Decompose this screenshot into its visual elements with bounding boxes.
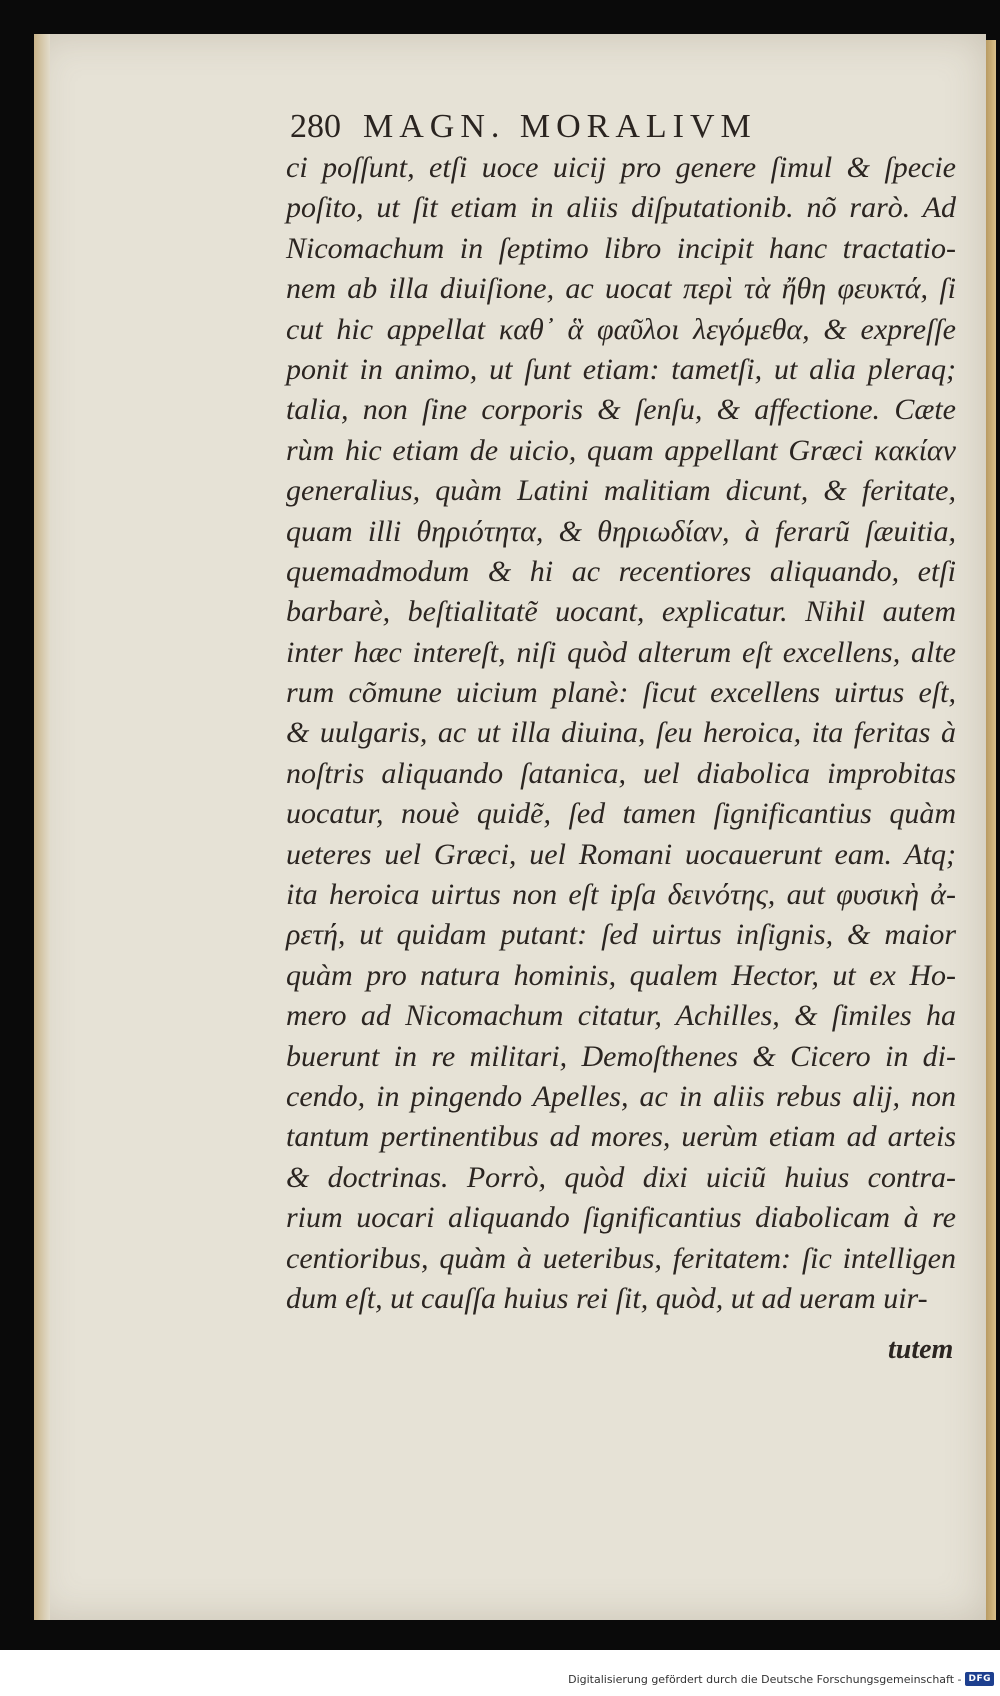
- text-line: buerunt in re militari, Demoſthenes & Cicero in di-: [286, 1039, 956, 1073]
- text-line: tantum pertinentibus ad mores, uerùm etiam ad arteis: [286, 1120, 956, 1154]
- text-line: quàm pro natura hominis, qualem Hector, ut ex Ho-: [286, 958, 956, 992]
- text-line: generalius, quàm Latini malitiam dicunt, & feritate,: [286, 474, 956, 508]
- text-line: barbarè, beſtialitatẽ uocant, explicatur. Nihil autem: [286, 595, 956, 629]
- text-line: cendo, in pingendo Apelles, ac in aliis rebus alij, non: [286, 1079, 956, 1113]
- running-title: MAGN. MORALIVM: [363, 108, 757, 145]
- page-fore-edge: [986, 40, 996, 1620]
- text-line: & doctrinas. Porrò, quòd dixi uiciũ huius contra-: [286, 1160, 956, 1194]
- text-line: mero ad Nicomachum citatur, Achilles, & ſimiles ha: [286, 999, 956, 1033]
- text-line: ueteres uel Græci, uel Romani uocauerunt eam. Atq;: [286, 837, 956, 871]
- text-line: rum cõmune uicium planè: ſicut excellens uirtus eſt,: [286, 676, 956, 710]
- text-line: ρετή, ut quidam putant: ſed uirtus inſignis, & maior: [286, 918, 956, 952]
- page-gutter: [34, 34, 50, 1620]
- text-line: noſtris aliquando ſatanica, uel diabolica improbitas: [286, 756, 956, 790]
- text-line: quam illi θηριότητα, & θηριωδίαν, à ferarũ ſæuitia,: [286, 514, 956, 548]
- text-line: Nicomachum in ſeptimo libro incipit hanc tractatio-: [286, 231, 956, 265]
- text-line: rium uocari aliquando ſignificantius diabolicam à re: [286, 1201, 956, 1235]
- text-line: centioribus, quàm à ueteribus, feritatem: ſic intelligen: [286, 1241, 956, 1275]
- dfg-logo: DFG: [965, 1672, 994, 1686]
- text-line: talia, non ſine corporis & ſenſu, & affectione. Cæte: [286, 393, 956, 427]
- body-text: [286, 148, 956, 1319]
- running-header: [290, 108, 930, 146]
- text-line: nem ab illa diuiſione, ac uocat περὶ τὰ ἤθη φευκτά, ſi: [286, 272, 956, 306]
- page-number: 280: [290, 108, 341, 145]
- text-line: ita heroica uirtus non eſt ipſa δεινότης, aut φυσικὴ ἀ-: [286, 878, 956, 912]
- text-line: cut hic appellat καθ᾽ ἃ φαῦλοι λεγόμεθα, & expreſſe: [286, 312, 956, 346]
- footer-credit: [568, 1668, 994, 1690]
- text-line: & uulgaris, ac ut illa diuina, ſeu heroica, ita feritas à: [286, 716, 956, 750]
- text-line: inter hæc intereſt, niſi quòd alterum eſt excellens, alte: [286, 635, 956, 669]
- text-line: quemadmodum & hi ac recentiores aliquando, etſi: [286, 554, 956, 588]
- catchword: tutem: [888, 1334, 954, 1365]
- text-line: poſito, ut ſit etiam in aliis diſputationib. nõ rarò. Ad: [286, 191, 956, 225]
- text-line: ponit in animo, ut ſunt etiam: tametſi, ut alia pleraq;: [286, 352, 956, 386]
- text-line: rùm hic etiam de uicio, quam appellant Græci κακίαν: [286, 433, 956, 467]
- text-line: dum eſt, ut cauſſa huius rei ſit, quòd, ut ad ueram uir-: [286, 1281, 928, 1315]
- text-line: uocatur, nouè quidẽ, ſed tamen ſignificantius quàm: [286, 797, 956, 831]
- text-line: ci poſſunt, etſi uoce uicij pro genere ſimul & ſpecie: [286, 151, 956, 184]
- funding-credit-text: Digitalisierung gefördert durch die Deutsche Forschungsgemeinschaft -: [568, 1672, 962, 1686]
